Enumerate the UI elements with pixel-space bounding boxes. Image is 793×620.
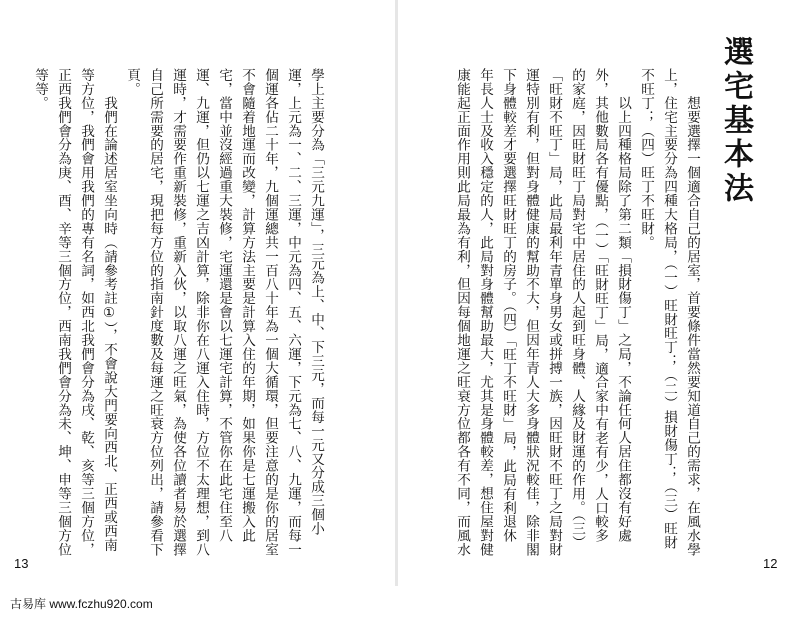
text-column: 個運各佔二十年，九個運總共一百八十年為一個大循環，但要注意的是你的居室: [262, 68, 278, 557]
text-column: 等等。: [32, 68, 48, 110]
right-page: [398, 0, 793, 586]
left-page: [0, 0, 396, 586]
text-column: 康能起正面作用則此局最為有利，但因每個地運之旺衰方位都各有不同，而風水: [454, 68, 470, 557]
watermark-footer: [0, 586, 793, 620]
text-column: 頁。: [124, 68, 140, 96]
text-column: 外，其他數局各有優點，（一）「旺財旺丁」局，適合家中有老有少，人口較多: [592, 68, 608, 543]
text-column: 「旺財不旺丁」局，此局最利年青單身男女或拼搏一族，因旺財不旺丁之局對財: [546, 68, 562, 557]
text-column: 運特別有利，但對身體健康的幫助不大，但因年青人大多身體狀況較佳，除非閣: [523, 68, 539, 557]
text-column: 不旺丁；（四）旺丁不旺財。: [638, 68, 654, 250]
text-column: 等方位，我們會用我們的專有名詞，如西北我們會分為戌、乾、亥等三個方位，: [78, 68, 94, 557]
text-column: 學上主要分為「三元九運」，三元為上、中、下三元，而每一元又分成三個小: [308, 68, 324, 536]
text-column: 上，住宅主要分為四種大格局，（一）旺財旺丁；（二）損財傷丁；（三）旺財: [661, 68, 677, 550]
text-column: 的家庭，因旺財旺丁局對宅中居住的人起到旺身體、人緣及財運的作用。（三）: [569, 68, 585, 550]
text-column: 想要選擇一個適合自己的居室，首要條件當然要知道自己的需求，在風水學: [684, 68, 700, 557]
text-column: 運、九運，但仍以七運之吉凶計算，除非你在八運入住時，方位不太理想，到八: [193, 68, 209, 557]
watermark-text: 古易库 www.fczhu920.com: [10, 597, 153, 611]
text-column: 下身體較差才要選擇旺財旺丁的房子。（四）「旺丁不旺財」局，此局有利退休: [500, 68, 516, 543]
page-number: 12: [763, 556, 778, 571]
text-column: 宅，當中並沒經過重大裝修，宅運還是會以七運宅計算，不管你在此宅住至八: [216, 68, 232, 543]
text-column: 自己所需要的居宅，現把每方位的指南針度數及每運之旺衰方位列出，請參看下: [147, 68, 163, 557]
chapter-title: 選宅基本法: [718, 36, 753, 206]
text-column: 年長人士及收入穩定的人，此局對身體幫助最大，尤其是身體較差，想住屋對健: [477, 68, 493, 557]
text-column: 運時，才需要作重新裝修，重新入伙，以取八運之旺氣，為使各位讀者易於選擇: [170, 68, 186, 557]
page-number: 13: [14, 556, 29, 571]
text-column: 運，上元為一、二、三運，中元為四、五、六運，下元為七、八、九運，而每一: [285, 68, 301, 557]
text-column: 不會隨着地運而改變，計算方法主要是計算入住的年期，如果你是七運搬入此: [239, 68, 255, 543]
text-column: 正西我們會分為庚、酉、辛等三個方位，西南我們會分為未、坤、申等三個方位: [55, 68, 71, 557]
text-column: 以上四種格局除了第二類「損財傷丁」之局，不論任何人居住都沒有好處: [615, 68, 631, 543]
text-column: 我們在論述居室坐向時（請參考註①），不會說大門要向西北、正西或西南: [101, 68, 117, 552]
